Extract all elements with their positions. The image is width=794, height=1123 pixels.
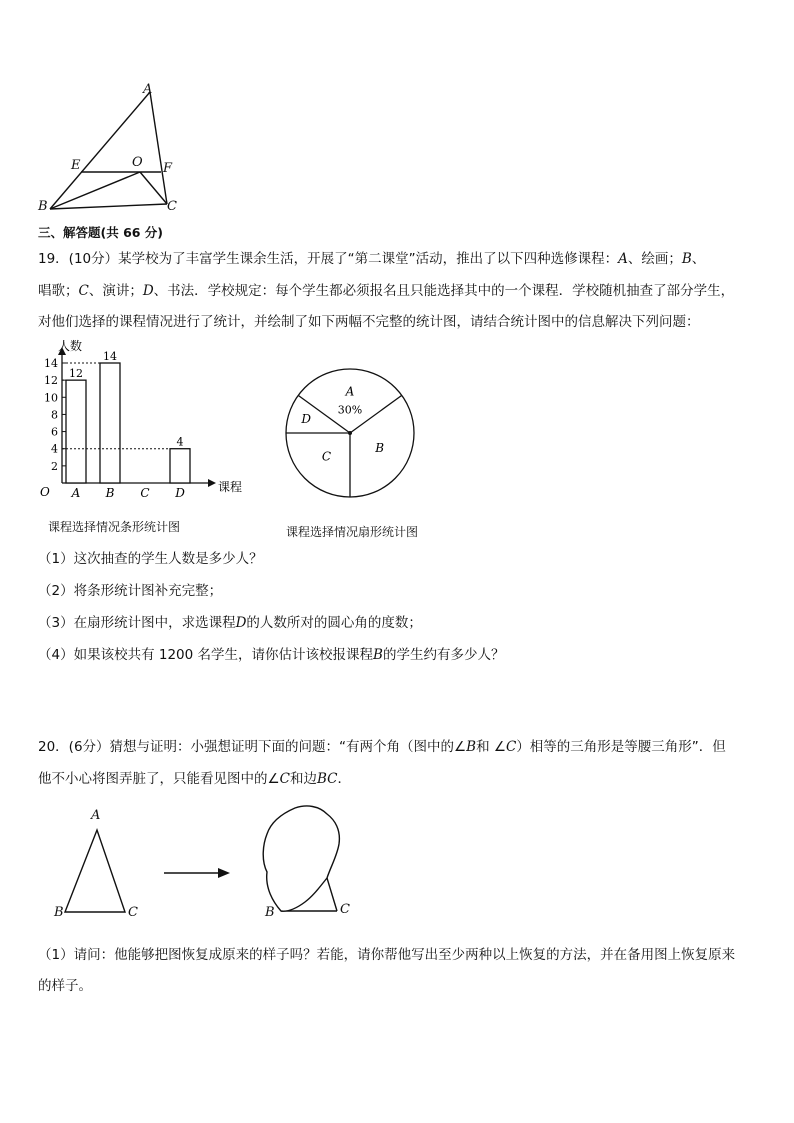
x-axis-arrow xyxy=(208,479,216,487)
q20-line1-c: ）相等的三角形是等腰三角形”．但 xyxy=(516,739,726,755)
q20-var-c: C xyxy=(505,739,517,755)
pie-slice-a: A xyxy=(345,384,355,399)
x-axis-label: 课程 xyxy=(218,480,243,494)
q19-line1 xyxy=(38,249,705,269)
edge-ab xyxy=(50,92,150,209)
bar-chart-title: 课程选择情况条形统计图 xyxy=(48,520,181,534)
q19-opt-b-text: 、 xyxy=(691,251,706,267)
smudge-shape xyxy=(263,806,339,911)
bar-value-label-a: 12 xyxy=(69,367,83,381)
q20-line2-a: 他不小心将图弄脏了，只能看见图中的∠ xyxy=(38,771,280,787)
q19-line3: 对他们选择的课程情况进行了统计，并绘制了如下两幅不完整的统计图，请结合统计图中的信息解决下列问题： xyxy=(38,314,700,330)
q19-sub4-a: （4）如果该校共有 1200 名学生，请你估计该校报课程 xyxy=(38,647,374,663)
section-title: 三、解答题(共 66 分) xyxy=(38,225,164,240)
y-tick-label-14: 14 xyxy=(44,357,58,370)
q19-opt-a: A xyxy=(618,251,628,267)
triangle-figure-top xyxy=(30,82,190,217)
x-tick-label-a: A xyxy=(71,486,81,500)
pie-slice-c: C xyxy=(321,449,332,464)
x-tick-label-d: D xyxy=(175,486,185,500)
q19-sub4-b: 的学生约有多少人？ xyxy=(382,647,505,663)
q20-var-c2: C xyxy=(279,771,290,787)
q19-sub2: （2）将条形统计图补充完整； xyxy=(38,583,223,599)
pie-chart-title: 课程选择情况扇形统计图 xyxy=(286,525,419,539)
q19-sub3-a: （3）在扇形统计图中，求选课程 xyxy=(38,615,236,631)
y-axis-label: 人数 xyxy=(58,339,83,353)
y-tick-label-12: 12 xyxy=(44,374,58,388)
label-o: O xyxy=(132,155,143,170)
q20-sub1-line2: 的样子。 xyxy=(38,978,92,994)
q20-line1-b: 和 ∠ xyxy=(476,739,506,755)
label-e: E xyxy=(71,158,81,173)
q19-head: 19．(10分）某学校为了丰富学生课余生活，开展了“第二课堂”活动，推出了以下四种选修课程： xyxy=(38,251,619,267)
fig-left-label-c: C xyxy=(128,905,138,920)
q19-opt-c-text: 、演讲； xyxy=(88,283,143,299)
bar-value-label-d: 4 xyxy=(176,435,184,449)
right-arrow-icon xyxy=(162,866,232,880)
triangle-figure-left xyxy=(55,820,130,915)
segment-bo xyxy=(50,172,140,209)
q19-opt-d: D xyxy=(142,283,154,299)
q20-var-bc: BC xyxy=(316,771,338,787)
label-c: C xyxy=(167,199,177,214)
fig-right-label-c: C xyxy=(340,902,350,917)
bar-chart xyxy=(30,335,260,505)
q19-line2 xyxy=(38,281,734,301)
y-tick-label-8: 8 xyxy=(51,408,58,422)
q20-line1 xyxy=(38,737,726,757)
q19-line2-start: 唱歌； xyxy=(38,283,79,299)
bar-b xyxy=(100,363,120,483)
bar-value-label-b: 14 xyxy=(103,350,117,363)
pie-slice-b: B xyxy=(375,441,385,456)
triangle-abc xyxy=(65,830,125,912)
y-tick-label-4: 4 xyxy=(51,442,58,456)
y-tick-label-6: 6 xyxy=(51,425,58,439)
label-a: A xyxy=(143,82,153,97)
q20-sub1-line1: （1）请问：他能够把图恢复成原来的样子吗？若能，请你帮他写出至少两种以上恢复的方法，并在备用图上恢复原来 xyxy=(38,947,736,963)
q19-sub4-var: B xyxy=(373,647,383,663)
edge-c-visible xyxy=(327,878,337,911)
q19-sub1: （1）这次抽查的学生人数是多少人？ xyxy=(38,551,263,567)
edge-bc xyxy=(50,204,167,209)
q19-sub3-var: D xyxy=(235,615,247,631)
q20-line1-a: 20．(6分）猜想与证明：小强想证明下面的问题：“有两个角（图中的∠ xyxy=(38,739,467,755)
q20-var-b: B xyxy=(466,739,477,755)
pie-center-dot xyxy=(348,431,352,435)
q19-sub3 xyxy=(38,613,422,633)
q19-opt-d-text: 、书法．学校规定：每个学生都必须报名且只能选择其中的一个课程．学校随机抽查了部分学生， xyxy=(153,283,735,299)
q19-sub3-b: 的人数所对的圆心角的度数； xyxy=(246,615,422,631)
y-tick-label-10: 10 xyxy=(44,391,58,405)
fig-left-label-b: B xyxy=(54,905,64,920)
bar-a xyxy=(66,380,86,483)
fig-left-label-a: A xyxy=(91,808,101,823)
q19-opt-b: B xyxy=(681,251,692,267)
pie-chart xyxy=(280,365,420,505)
q20-line2-b: 和边 xyxy=(289,771,317,787)
y-tick-label-2: 2 xyxy=(51,459,58,473)
fig-right-label-b: B xyxy=(265,905,275,920)
q19-sub4 xyxy=(38,645,504,665)
pie-slice-d: D xyxy=(301,411,311,426)
x-tick-label-b: B xyxy=(105,486,115,500)
q19-opt-c: C xyxy=(78,283,89,299)
origin-label: O xyxy=(40,485,50,499)
pie-slice-value-label-a: 30% xyxy=(337,403,363,417)
q19-opt-a-text: 、绘画； xyxy=(627,251,682,267)
label-b: B xyxy=(38,199,48,214)
label-f: F xyxy=(163,161,173,176)
x-tick-label-c: C xyxy=(140,486,150,500)
bar-d xyxy=(170,449,190,483)
q20-line2 xyxy=(38,769,351,789)
q20-line2-c: ． xyxy=(337,771,351,787)
